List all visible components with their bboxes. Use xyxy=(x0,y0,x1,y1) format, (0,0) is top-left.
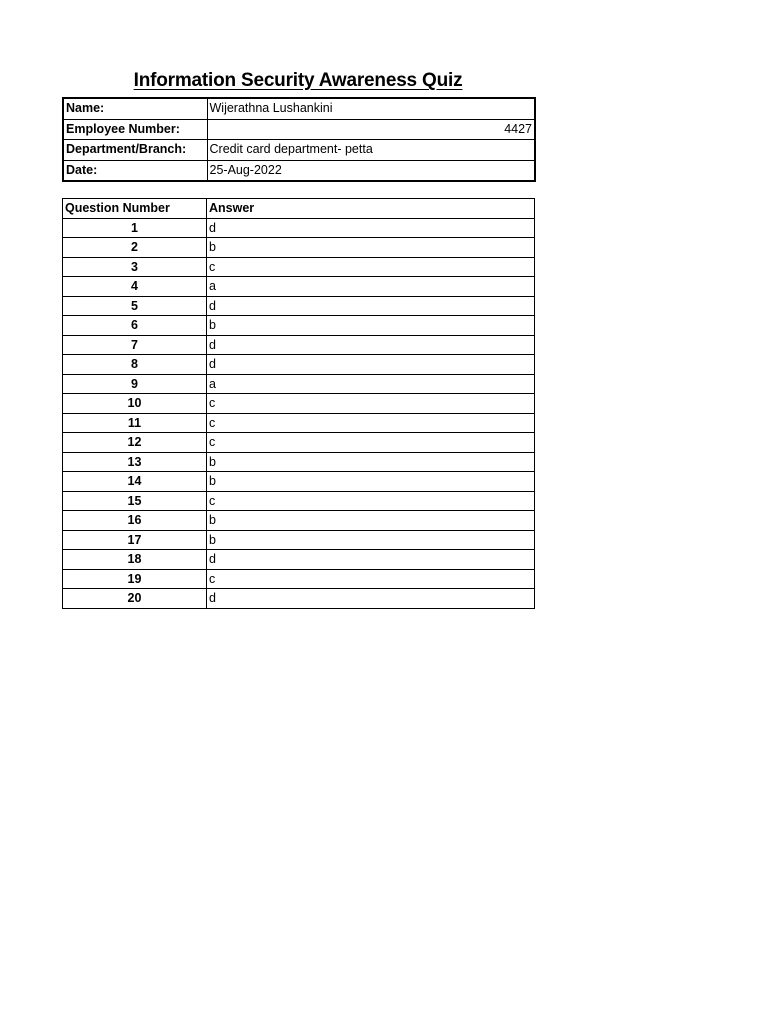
question-number-cell: 3 xyxy=(63,257,207,277)
table-row xyxy=(63,472,535,492)
table-row xyxy=(63,218,535,238)
answer-cell: a xyxy=(207,374,535,394)
table-row xyxy=(63,491,535,511)
department-value: Credit card department- petta xyxy=(207,140,535,161)
table-row xyxy=(63,257,535,277)
date-value: 25-Aug-2022 xyxy=(207,160,535,181)
date-row xyxy=(63,160,535,181)
question-number-cell: 1 xyxy=(63,218,207,238)
answer-cell: d xyxy=(207,355,535,375)
answer-cell: c xyxy=(207,569,535,589)
question-number-cell: 10 xyxy=(63,394,207,414)
question-number-cell: 11 xyxy=(63,413,207,433)
question-number-header: Question Number xyxy=(63,199,207,219)
question-number-cell: 13 xyxy=(63,452,207,472)
table-row xyxy=(63,433,535,453)
table-row xyxy=(63,413,535,433)
table-row xyxy=(63,394,535,414)
question-number-cell: 12 xyxy=(63,433,207,453)
name-label: Name: xyxy=(63,98,207,119)
answers-table xyxy=(62,198,535,609)
answer-header: Answer xyxy=(207,199,535,219)
question-number-cell: 18 xyxy=(63,550,207,570)
answer-cell: b xyxy=(207,316,535,336)
answer-cell: b xyxy=(207,472,535,492)
answer-cell: c xyxy=(207,394,535,414)
answer-cell: d xyxy=(207,296,535,316)
answer-cell: b xyxy=(207,530,535,550)
table-row xyxy=(63,511,535,531)
answer-cell: a xyxy=(207,277,535,297)
table-row xyxy=(63,550,535,570)
question-number-cell: 6 xyxy=(63,316,207,336)
answer-cell: c xyxy=(207,491,535,511)
question-number-cell: 2 xyxy=(63,238,207,258)
question-number-cell: 4 xyxy=(63,277,207,297)
table-row xyxy=(63,452,535,472)
answer-cell: c xyxy=(207,257,535,277)
answer-cell: d xyxy=(207,589,535,609)
department-row xyxy=(63,140,535,161)
question-number-cell: 9 xyxy=(63,374,207,394)
question-number-cell: 7 xyxy=(63,335,207,355)
question-number-cell: 16 xyxy=(63,511,207,531)
table-row xyxy=(63,335,535,355)
department-label: Department/Branch: xyxy=(63,140,207,161)
question-number-cell: 8 xyxy=(63,355,207,375)
date-label: Date: xyxy=(63,160,207,181)
employee-number-row xyxy=(63,119,535,140)
employee-number-label: Employee Number: xyxy=(63,119,207,140)
question-number-cell: 17 xyxy=(63,530,207,550)
table-row xyxy=(63,238,535,258)
table-row xyxy=(63,569,535,589)
answer-cell: b xyxy=(207,511,535,531)
table-row xyxy=(63,589,535,609)
table-row xyxy=(63,277,535,297)
table-row xyxy=(63,530,535,550)
answer-cell: d xyxy=(207,550,535,570)
question-number-cell: 5 xyxy=(63,296,207,316)
table-row xyxy=(63,296,535,316)
answer-cell: d xyxy=(207,335,535,355)
table-row xyxy=(63,316,535,336)
question-number-cell: 19 xyxy=(63,569,207,589)
name-row xyxy=(63,98,535,119)
table-row xyxy=(63,374,535,394)
answers-body xyxy=(63,218,535,608)
employee-info-table xyxy=(62,97,536,182)
question-number-cell: 15 xyxy=(63,491,207,511)
answers-header-row xyxy=(63,199,535,219)
answer-cell: b xyxy=(207,452,535,472)
question-number-cell: 14 xyxy=(63,472,207,492)
answer-cell: d xyxy=(207,218,535,238)
answer-cell: c xyxy=(207,413,535,433)
answer-cell: b xyxy=(207,238,535,258)
employee-number-value: 4427 xyxy=(207,119,535,140)
page-title: Information Security Awareness Quiz xyxy=(133,70,463,91)
table-row xyxy=(63,355,535,375)
question-number-cell: 20 xyxy=(63,589,207,609)
answer-cell: c xyxy=(207,433,535,453)
name-value: Wijerathna Lushankini xyxy=(207,98,535,119)
